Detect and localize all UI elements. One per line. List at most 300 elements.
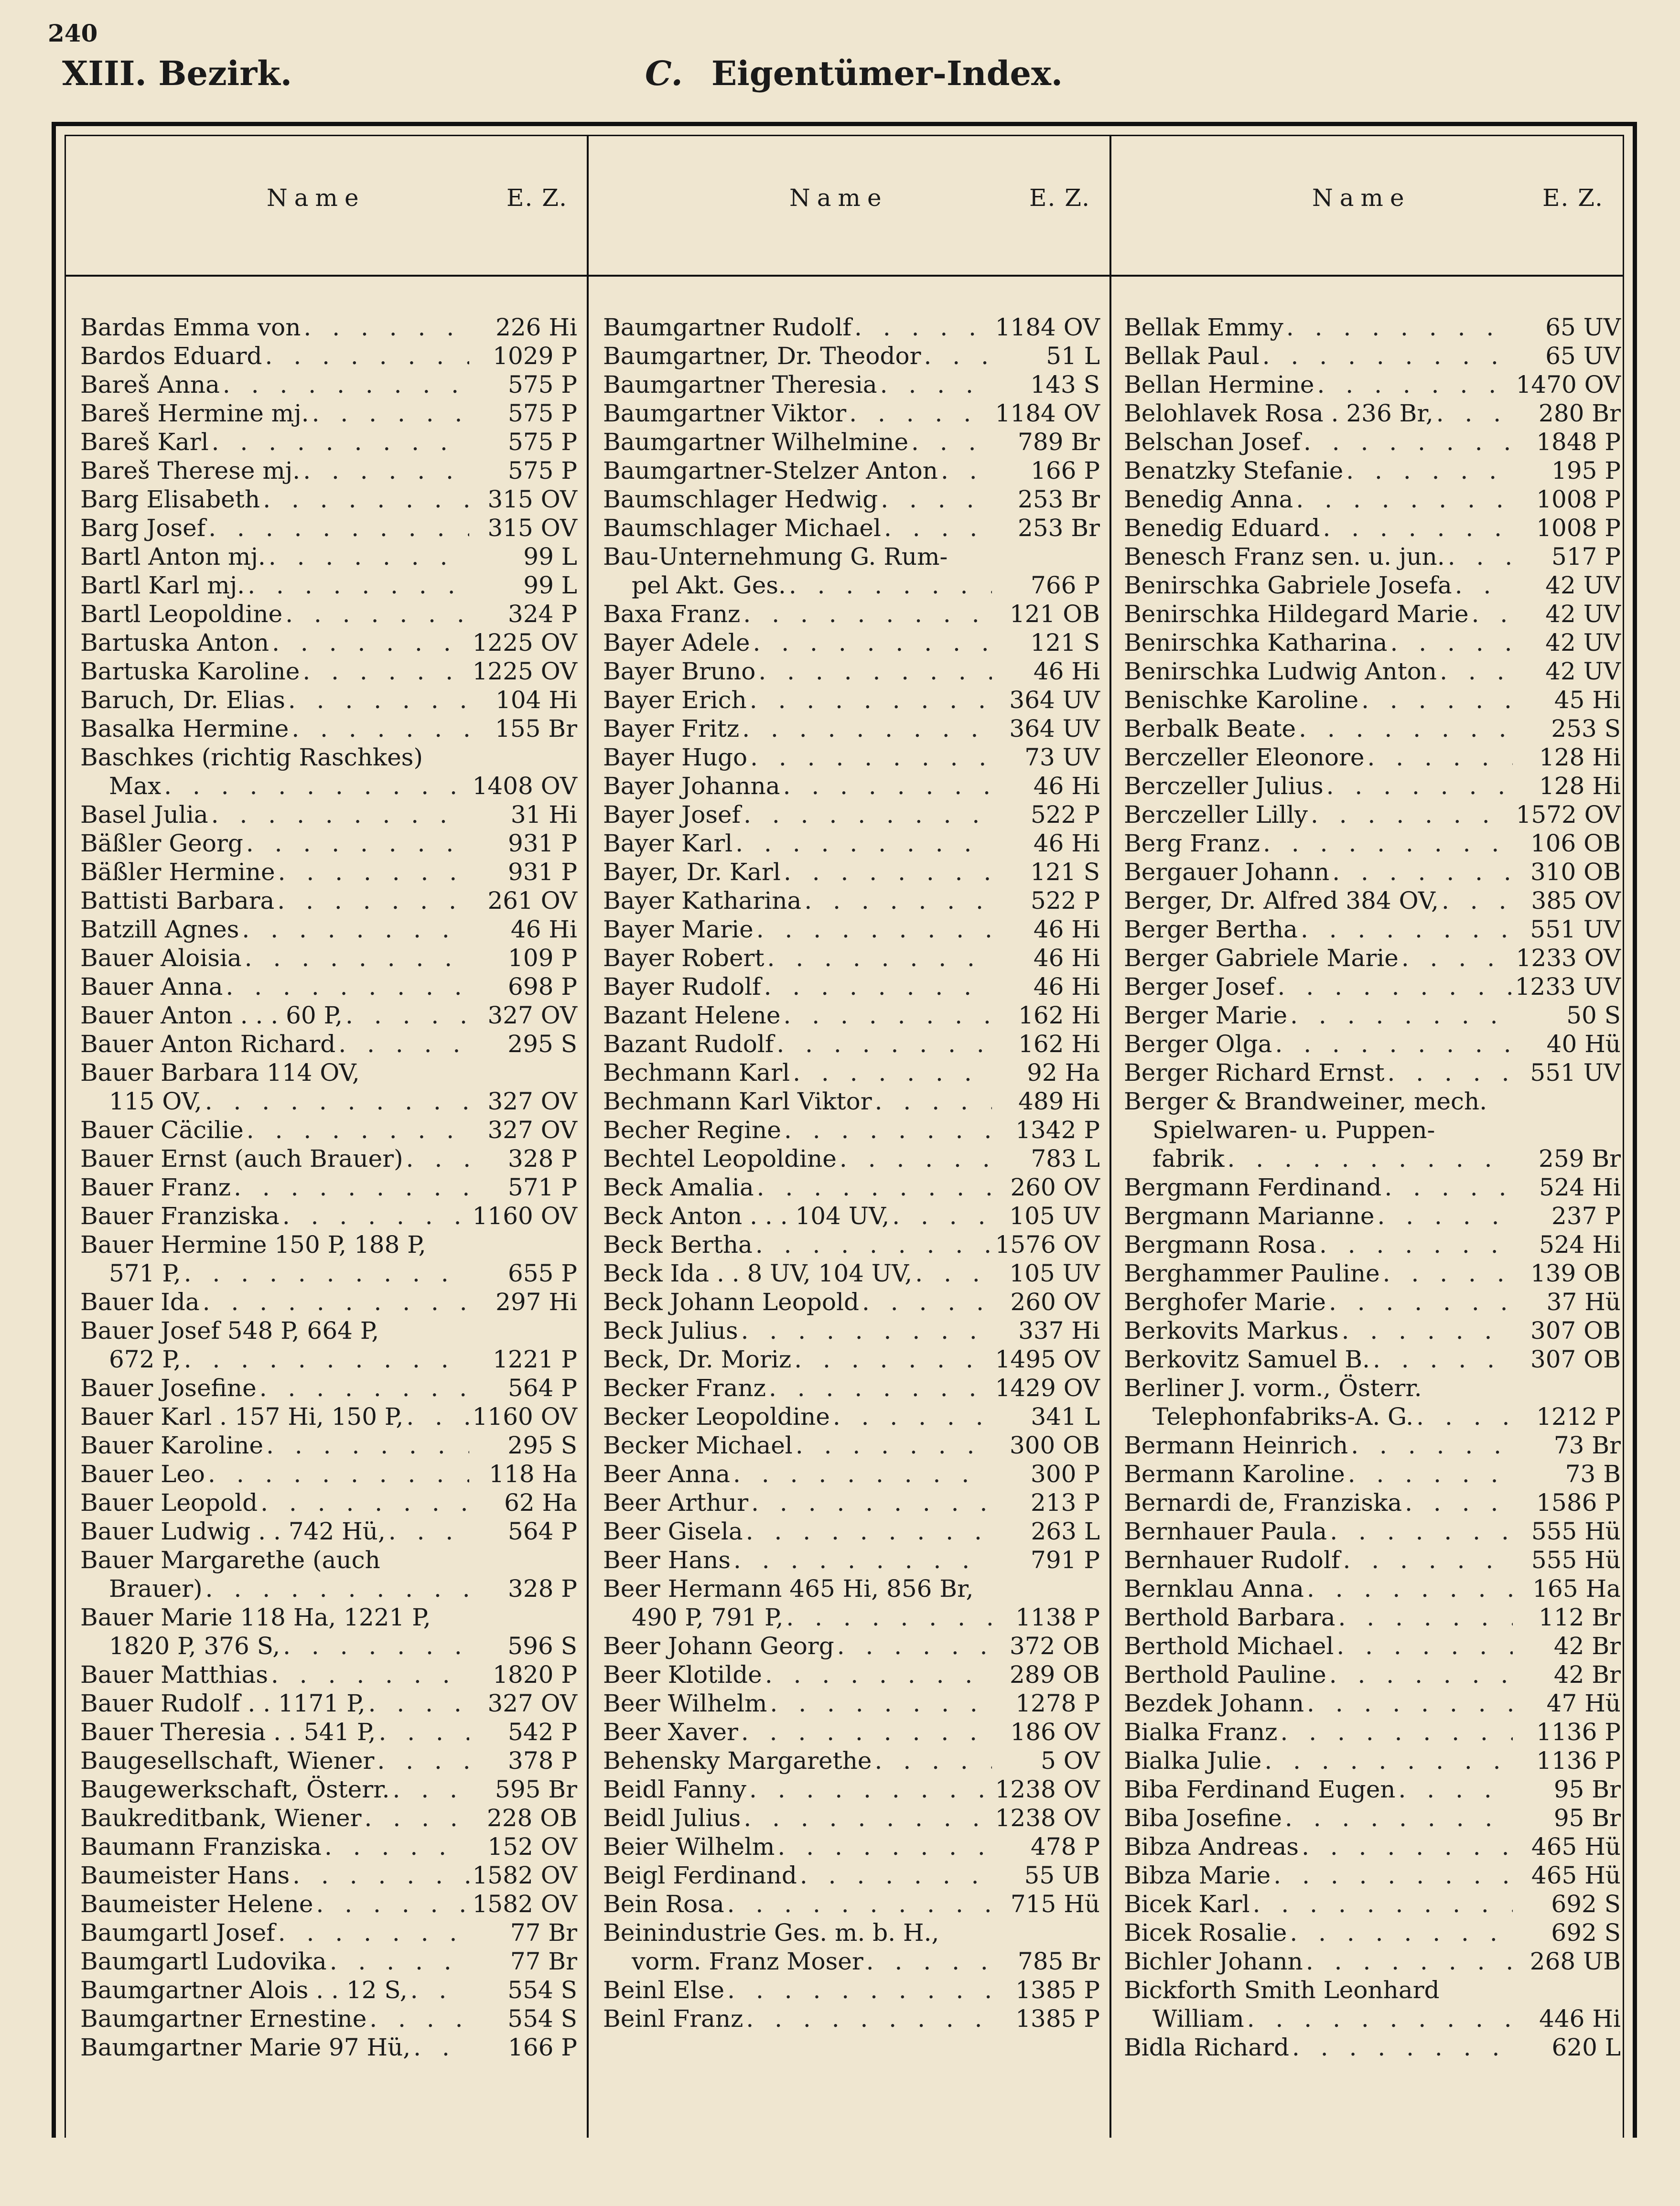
- owner-name: Baumgartner-Stelzer Anton: [603, 457, 938, 484]
- owner-name: Baumgartl Josef: [80, 1919, 275, 1947]
- index-entry: [603, 1173, 1100, 1202]
- index-entry: [1124, 1345, 1621, 1374]
- leader-dots: [1306, 1947, 1513, 1976]
- ez-number: 45 Hi: [1554, 686, 1621, 714]
- owner-name: Berczeller Lilly: [1124, 801, 1308, 829]
- ez-number: 1586 P: [1536, 1489, 1621, 1517]
- index-entry: [80, 1689, 577, 1718]
- index-entry: [80, 915, 577, 944]
- owner-name: Beier Wilhelm: [603, 1833, 775, 1861]
- ez-number: 162 Hi: [1018, 1030, 1100, 1058]
- index-entry: [80, 1001, 577, 1030]
- ez-number: 571 P: [508, 1173, 577, 1201]
- index-entry: [80, 514, 577, 542]
- leader-dots: [794, 1345, 992, 1374]
- index-entry: [603, 1058, 1100, 1087]
- index-entry: [603, 972, 1100, 1001]
- owner-name: Bazant Helene: [603, 1001, 781, 1029]
- owner-name: Becker Leopoldine: [603, 1403, 830, 1431]
- section-name: Eigentümer-Index.: [711, 54, 1063, 93]
- leader-dots: [1285, 1804, 1513, 1832]
- leader-dots: [849, 399, 992, 428]
- index-entry: [80, 571, 577, 600]
- index-entry: [80, 2033, 577, 2062]
- owner-name: Bayer Adele: [603, 629, 750, 656]
- ez-number: 152 OV: [487, 1833, 577, 1861]
- owner-name: Bein Rosa: [603, 1890, 724, 1918]
- leader-dots: [1343, 1546, 1513, 1574]
- index-entry: [603, 1431, 1100, 1460]
- section-title: [645, 54, 1063, 93]
- ez-number: 465 Hü: [1531, 1833, 1621, 1861]
- index-entry: [603, 313, 1100, 342]
- owner-name: Bernardi de, Franziska: [1124, 1489, 1402, 1517]
- ez-number: 698 P: [508, 973, 577, 1001]
- index-entry: [603, 1861, 1100, 1890]
- index-entry: [80, 1718, 577, 1746]
- ez-number: 268 UB: [1529, 1948, 1621, 1975]
- leader-dots: [854, 313, 992, 342]
- ez-number: 1385 P: [1015, 1976, 1100, 2004]
- index-entry: [1124, 1488, 1621, 1517]
- owner-name: Biba Josefine: [1124, 1804, 1282, 1832]
- leader-dots: [246, 829, 469, 858]
- ez-number: 564 P: [508, 1517, 577, 1545]
- ez-number: 1238 OV: [995, 1776, 1100, 1803]
- owner-name: Berthold Michael: [1124, 1632, 1334, 1660]
- owner-name: Bäßler Georg: [80, 829, 243, 857]
- index-entry: [80, 1861, 577, 1890]
- ez-number: 1008 P: [1536, 514, 1621, 542]
- ez-number: 253 S: [1551, 715, 1621, 743]
- leader-dots: [1228, 1144, 1513, 1173]
- owner-name: Baumgartner Wilhelmine: [603, 428, 909, 456]
- owner-name: Berger Marie: [1124, 1001, 1288, 1029]
- index-entry: [80, 1632, 577, 1660]
- leader-dots: [1280, 1718, 1513, 1746]
- owner-name: Baschkes (richtig Raschkes): [80, 743, 423, 771]
- index-entry: [603, 1947, 1100, 1976]
- owner-name: Berbalk Beate: [1124, 715, 1296, 743]
- ez-number: 1238 OV: [995, 1804, 1100, 1832]
- ez-number: 575 P: [508, 371, 577, 398]
- owner-name: Bartuska Karoline: [80, 657, 300, 685]
- ez-number: 1184 OV: [995, 313, 1100, 341]
- ez-number: 1136 P: [1536, 1747, 1621, 1775]
- owner-name: Beer Klotilde: [603, 1661, 762, 1689]
- owner-name: Berger Olga: [1124, 1030, 1272, 1058]
- index-entry: [1124, 1517, 1621, 1546]
- index-entry: [1124, 428, 1621, 456]
- owner-name: Benirschka Gabriele Josefa: [1124, 571, 1452, 599]
- owner-name: William: [1152, 2005, 1244, 2033]
- ez-number: 1582 OV: [472, 1890, 577, 1918]
- index-entry: [603, 428, 1100, 456]
- leader-dots: [783, 772, 992, 800]
- leader-dots: [413, 2033, 469, 2062]
- ez-number: 226 Hi: [495, 313, 577, 341]
- owner-name: Bayer Fritz: [603, 715, 740, 743]
- owner-name: Berliner J. vorm., Österr.: [1124, 1374, 1422, 1402]
- index-entry: [80, 657, 577, 686]
- index-entry: [80, 2004, 577, 2033]
- index-entry: [80, 972, 577, 1001]
- ez-number: 324 P: [508, 600, 577, 628]
- owner-name: 672 P,: [109, 1345, 181, 1373]
- leader-dots: [245, 944, 469, 972]
- index-entry: [1124, 1173, 1621, 1202]
- leader-dots: [1348, 1460, 1513, 1488]
- index-entry: [80, 714, 577, 743]
- owner-name: Battisti Barbara: [80, 887, 275, 915]
- leader-dots: [269, 542, 469, 571]
- owner-name: Bezdek Johann: [1124, 1689, 1304, 1717]
- index-entry: [80, 829, 577, 858]
- owner-name: Beck Anton . . . 104 UV,: [603, 1202, 890, 1230]
- owner-name: Beck Julius: [603, 1317, 738, 1345]
- header-name-label: Name: [1312, 184, 1411, 212]
- owner-name: Bauer Rudolf . . 1171 P,: [80, 1689, 366, 1717]
- owner-name: Bareš Karl: [80, 428, 209, 456]
- owner-name: Benischke Karoline: [1124, 686, 1359, 714]
- leader-dots: [750, 686, 992, 714]
- ez-number: 364 UV: [1009, 686, 1100, 714]
- index-entry: [1124, 1030, 1621, 1058]
- owner-name: Baruch, Dr. Elias: [80, 686, 285, 714]
- index-entry: [1124, 772, 1621, 800]
- leader-dots: [786, 1603, 992, 1632]
- leader-dots: [365, 1804, 469, 1832]
- index-entry: [80, 600, 577, 628]
- leader-dots: [378, 1718, 469, 1746]
- leader-dots: [866, 1947, 992, 1976]
- leader-dots: [278, 1918, 469, 1947]
- district-title: XIII. Bezirk.: [62, 54, 292, 93]
- ez-number: 186 OV: [1010, 1718, 1100, 1746]
- ez-number: 327 OV: [487, 1689, 577, 1717]
- owner-name: Baugesellschaft, Wiener: [80, 1747, 375, 1775]
- owner-name: Beck Ida . . 8 UV, 104 UV,: [603, 1259, 913, 1287]
- index-entry: [1124, 1890, 1621, 1918]
- column-header-1: [66, 184, 587, 222]
- leader-dots: [751, 1488, 992, 1517]
- ez-number: 364 UV: [1009, 715, 1100, 743]
- owner-name: Bauer Franziska: [80, 1202, 280, 1230]
- ez-number: 95 Br: [1553, 1776, 1621, 1803]
- index-entry: [603, 600, 1100, 628]
- owner-name: Bauer Barbara 114 OV,: [80, 1059, 360, 1087]
- owner-name: Beck Johann Leopold: [603, 1288, 859, 1316]
- leader-dots: [746, 2004, 992, 2033]
- ez-number: 155 Br: [495, 715, 577, 743]
- owner-name: Brauer): [109, 1575, 203, 1603]
- leader-dots: [205, 1087, 469, 1116]
- leader-dots: [746, 1517, 992, 1546]
- ez-number: 1233 UV: [1515, 973, 1621, 1001]
- owner-name: Benirschka Katharina: [1124, 629, 1388, 656]
- owner-name: Bellan Hermine: [1124, 371, 1314, 398]
- leader-dots: [767, 944, 992, 972]
- owner-name: Bichler Johann: [1124, 1948, 1303, 1975]
- leader-dots: [303, 456, 469, 485]
- ez-number: 327 OV: [487, 1116, 577, 1144]
- owner-name: Belschan Josef: [1124, 428, 1301, 456]
- ez-number: 478 P: [1031, 1833, 1100, 1861]
- owner-name: Bauer Anton . . . 60 P,: [80, 1001, 343, 1029]
- index-entry: [80, 1259, 577, 1288]
- index-entry: [1124, 944, 1621, 972]
- index-entry: [1124, 1947, 1621, 1976]
- owner-name: Berghofer Marie: [1124, 1288, 1326, 1316]
- index-entry: [603, 1316, 1100, 1345]
- ez-number: 37 Hü: [1546, 1288, 1621, 1316]
- leader-dots: [1377, 1202, 1513, 1230]
- ez-number: 524 Hi: [1539, 1231, 1621, 1259]
- owner-name: Bernhauer Paula: [1124, 1517, 1327, 1545]
- ez-number: 692 S: [1551, 1919, 1621, 1947]
- owner-name: Baumgartner Ernestine: [80, 2005, 367, 2033]
- owner-name: Becker Michael: [603, 1431, 793, 1459]
- owner-name: Beinindustrie Ges. m. b. H.,: [603, 1919, 939, 1947]
- ez-number: 522 P: [1031, 887, 1100, 915]
- owner-name: Basel Julia: [80, 801, 208, 829]
- owner-name: Bareš Therese mj.: [80, 457, 301, 484]
- ez-number: 555 Hü: [1531, 1546, 1621, 1574]
- ez-number: 300 OB: [1009, 1431, 1100, 1459]
- owner-name: Bergmann Ferdinand: [1124, 1173, 1382, 1201]
- index-entry: [603, 1345, 1100, 1374]
- leader-dots: [203, 1288, 469, 1316]
- header-ez-label: E. Z.: [1029, 184, 1090, 212]
- ez-number: 40 Hü: [1546, 1030, 1621, 1058]
- index-entry: [603, 1001, 1100, 1030]
- owner-name: Bauer Josef 548 P, 664 P,: [80, 1317, 379, 1345]
- owner-name: Barg Elisabeth: [80, 485, 260, 513]
- leader-dots: [212, 428, 469, 456]
- leader-dots: [1301, 915, 1513, 944]
- leader-dots: [260, 1488, 469, 1517]
- index-entry: [603, 370, 1100, 399]
- leader-dots: [764, 972, 992, 1001]
- ez-number: 551 UV: [1530, 915, 1621, 943]
- leader-dots: [1472, 600, 1513, 628]
- ez-number: 42 UV: [1545, 629, 1621, 656]
- owner-name: Bechtel Leopoldine: [603, 1145, 837, 1173]
- owner-name: Bauer Anton Richard: [80, 1030, 336, 1058]
- owner-name: Telephonfabriks-A. G.: [1152, 1403, 1414, 1431]
- ez-number: 783 L: [1031, 1145, 1100, 1173]
- ez-number: 121 S: [1030, 858, 1100, 886]
- owner-name: Beck Bertha: [603, 1231, 753, 1259]
- leader-dots: [840, 1144, 992, 1173]
- owner-name: Bialka Julie: [1124, 1747, 1262, 1775]
- owner-name: Beinl Franz: [603, 2005, 743, 2033]
- ez-number: 341 L: [1031, 1403, 1100, 1431]
- ez-number: 46 Hi: [1033, 915, 1100, 943]
- leader-dots: [259, 1374, 469, 1402]
- index-entry: [603, 1603, 1100, 1632]
- owner-name: Bayer, Dr. Karl: [603, 858, 781, 886]
- index-entry: [603, 399, 1100, 428]
- leader-dots: [208, 514, 469, 542]
- index-entry: [1124, 714, 1621, 743]
- index-entry: [1124, 514, 1621, 542]
- ez-number: 620 L: [1551, 2034, 1621, 2061]
- column-header-2: [589, 184, 1109, 222]
- leader-dots: [784, 858, 992, 886]
- ez-number: 46 Hi: [1033, 973, 1100, 1001]
- leader-dots: [833, 1402, 992, 1431]
- ez-number: 112 Br: [1539, 1603, 1621, 1631]
- leader-dots: [184, 1259, 469, 1288]
- owner-name: Barg Josef: [80, 514, 206, 542]
- owner-name: Benirschka Ludwig Anton: [1124, 657, 1437, 685]
- owner-name: Bazant Rudolf: [603, 1030, 774, 1058]
- index-entry: [603, 657, 1100, 686]
- owner-name: Bergmann Marianne: [1124, 1202, 1375, 1230]
- index-entry: [1124, 571, 1621, 600]
- owner-name: Bauer Leopold: [80, 1489, 258, 1517]
- index-entry: [80, 1058, 577, 1087]
- owner-name: Bicek Rosalie: [1124, 1919, 1287, 1947]
- leader-dots: [1262, 342, 1513, 370]
- index-entry: [1124, 1460, 1621, 1488]
- index-entry: [603, 1087, 1100, 1116]
- index-entry: [80, 1173, 577, 1202]
- leader-dots: [743, 600, 992, 628]
- owner-name: Berger & Brandweiner, mech.: [1124, 1087, 1487, 1115]
- index-entry: [603, 772, 1100, 800]
- leader-dots: [1247, 2004, 1513, 2033]
- ez-number: 295 S: [507, 1431, 577, 1459]
- owner-name: Biba Ferdinand Eugen: [1124, 1776, 1396, 1803]
- index-entry: [603, 485, 1100, 514]
- owner-name: Beer Arthur: [603, 1489, 749, 1517]
- owner-name: 571 P,: [109, 1259, 181, 1287]
- ez-number: 1233 OV: [1516, 944, 1621, 972]
- owner-name: Bernhauer Rudolf: [1124, 1546, 1340, 1574]
- leader-dots: [784, 1116, 992, 1144]
- owner-name: Benirschka Hildegard Marie: [1124, 600, 1469, 628]
- ez-number: 295 S: [507, 1030, 577, 1058]
- index-entry: [1124, 1832, 1621, 1861]
- index-entry: [1124, 370, 1621, 399]
- owner-name: Bauer Franz: [80, 1173, 231, 1201]
- ez-number: 95 Br: [1553, 1804, 1621, 1832]
- index-entry: [1124, 1804, 1621, 1832]
- index-entry: [80, 1660, 577, 1689]
- ez-number: 65 UV: [1545, 342, 1621, 370]
- index-entry: [80, 1345, 577, 1374]
- index-entry: [1124, 542, 1621, 571]
- owner-name: Beck, Dr. Moriz: [603, 1345, 792, 1373]
- leader-dots: [1296, 485, 1513, 514]
- leader-dots: [743, 800, 992, 829]
- index-entry: [80, 800, 577, 829]
- leader-dots: [393, 1775, 469, 1804]
- owner-name: Bauer Karl . 157 Hi, 150 P,: [80, 1403, 404, 1431]
- header-name-label: Name: [789, 184, 888, 212]
- index-entry: [603, 1517, 1100, 1546]
- owner-name: Bickforth Smith Leonhard: [1124, 1976, 1440, 2004]
- owner-name: Berczeller Julius: [1124, 772, 1324, 800]
- ez-number: 1136 P: [1536, 1718, 1621, 1746]
- owner-name: Bartuska Anton: [80, 629, 269, 656]
- ez-number: 1225 OV: [472, 629, 577, 656]
- leader-dots: [1263, 829, 1513, 858]
- leader-dots: [282, 1202, 469, 1230]
- leader-dots: [288, 686, 469, 714]
- leader-dots: [1361, 686, 1513, 714]
- leader-dots: [1307, 1574, 1513, 1603]
- leader-dots: [924, 342, 992, 370]
- leader-dots: [741, 1316, 992, 1345]
- leader-dots: [1455, 571, 1513, 600]
- ez-number: 51 L: [1046, 342, 1100, 370]
- owner-name: Bellak Emmy: [1124, 313, 1283, 341]
- index-entry: [603, 1689, 1100, 1718]
- ez-number: 307 OB: [1530, 1317, 1621, 1345]
- index-table-inner: [65, 135, 1624, 2138]
- index-entry: [80, 1517, 577, 1546]
- index-entry: [80, 456, 577, 485]
- owner-name: Bauer Ida: [80, 1288, 200, 1316]
- ez-number: 47 Hü: [1546, 1689, 1621, 1717]
- ez-number: 260 OV: [1010, 1173, 1100, 1201]
- leader-dots: [1299, 714, 1513, 743]
- index-entry: [603, 1746, 1100, 1775]
- leader-dots: [283, 1632, 469, 1660]
- index-entry: [80, 1431, 577, 1460]
- owner-name: Bauer Ernst (auch Brauer): [80, 1145, 403, 1173]
- index-entry: [1124, 972, 1621, 1001]
- ez-number: 551 UV: [1530, 1059, 1621, 1087]
- owner-name: Beer Hans: [603, 1546, 731, 1574]
- index-entry: [603, 915, 1100, 944]
- index-entry: [603, 1632, 1100, 1660]
- leader-dots: [765, 1660, 992, 1689]
- ez-number: 1008 P: [1536, 485, 1621, 513]
- ez-number: 791 P: [1031, 1546, 1100, 1574]
- leader-dots: [770, 1689, 992, 1718]
- index-column-1: [80, 313, 577, 2062]
- owner-name: Bauer Anna: [80, 973, 223, 1001]
- owner-name: Bibza Andreas: [1124, 1833, 1299, 1861]
- index-entry: [1124, 743, 1621, 772]
- leader-dots: [1342, 1316, 1513, 1345]
- ez-number: 1848 P: [1536, 428, 1621, 456]
- ez-number: 42 UV: [1545, 600, 1621, 628]
- ez-number: 555 Hü: [1531, 1517, 1621, 1545]
- ez-number: 575 P: [508, 457, 577, 484]
- owner-name: Bauer Matthias: [80, 1661, 268, 1689]
- leader-dots: [208, 1460, 469, 1488]
- index-entry: [1124, 1288, 1621, 1316]
- owner-name: Bauer Ludwig . . 742 Hü,: [80, 1517, 386, 1545]
- index-entry: [80, 1832, 577, 1861]
- leader-dots: [789, 571, 992, 600]
- ez-number: 213 P: [1031, 1489, 1100, 1517]
- ez-number: 261 OV: [487, 887, 577, 915]
- leader-dots: [1338, 1603, 1513, 1632]
- ez-number: 104 Hi: [495, 686, 577, 714]
- owner-name: Belohlavek Rosa . 236 Br,: [1124, 399, 1433, 427]
- owner-name: Bareš Anna: [80, 371, 220, 398]
- leader-dots: [1326, 772, 1513, 800]
- index-entry: [1124, 915, 1621, 944]
- index-entry: [80, 1804, 577, 1832]
- leader-dots: [1329, 1660, 1513, 1689]
